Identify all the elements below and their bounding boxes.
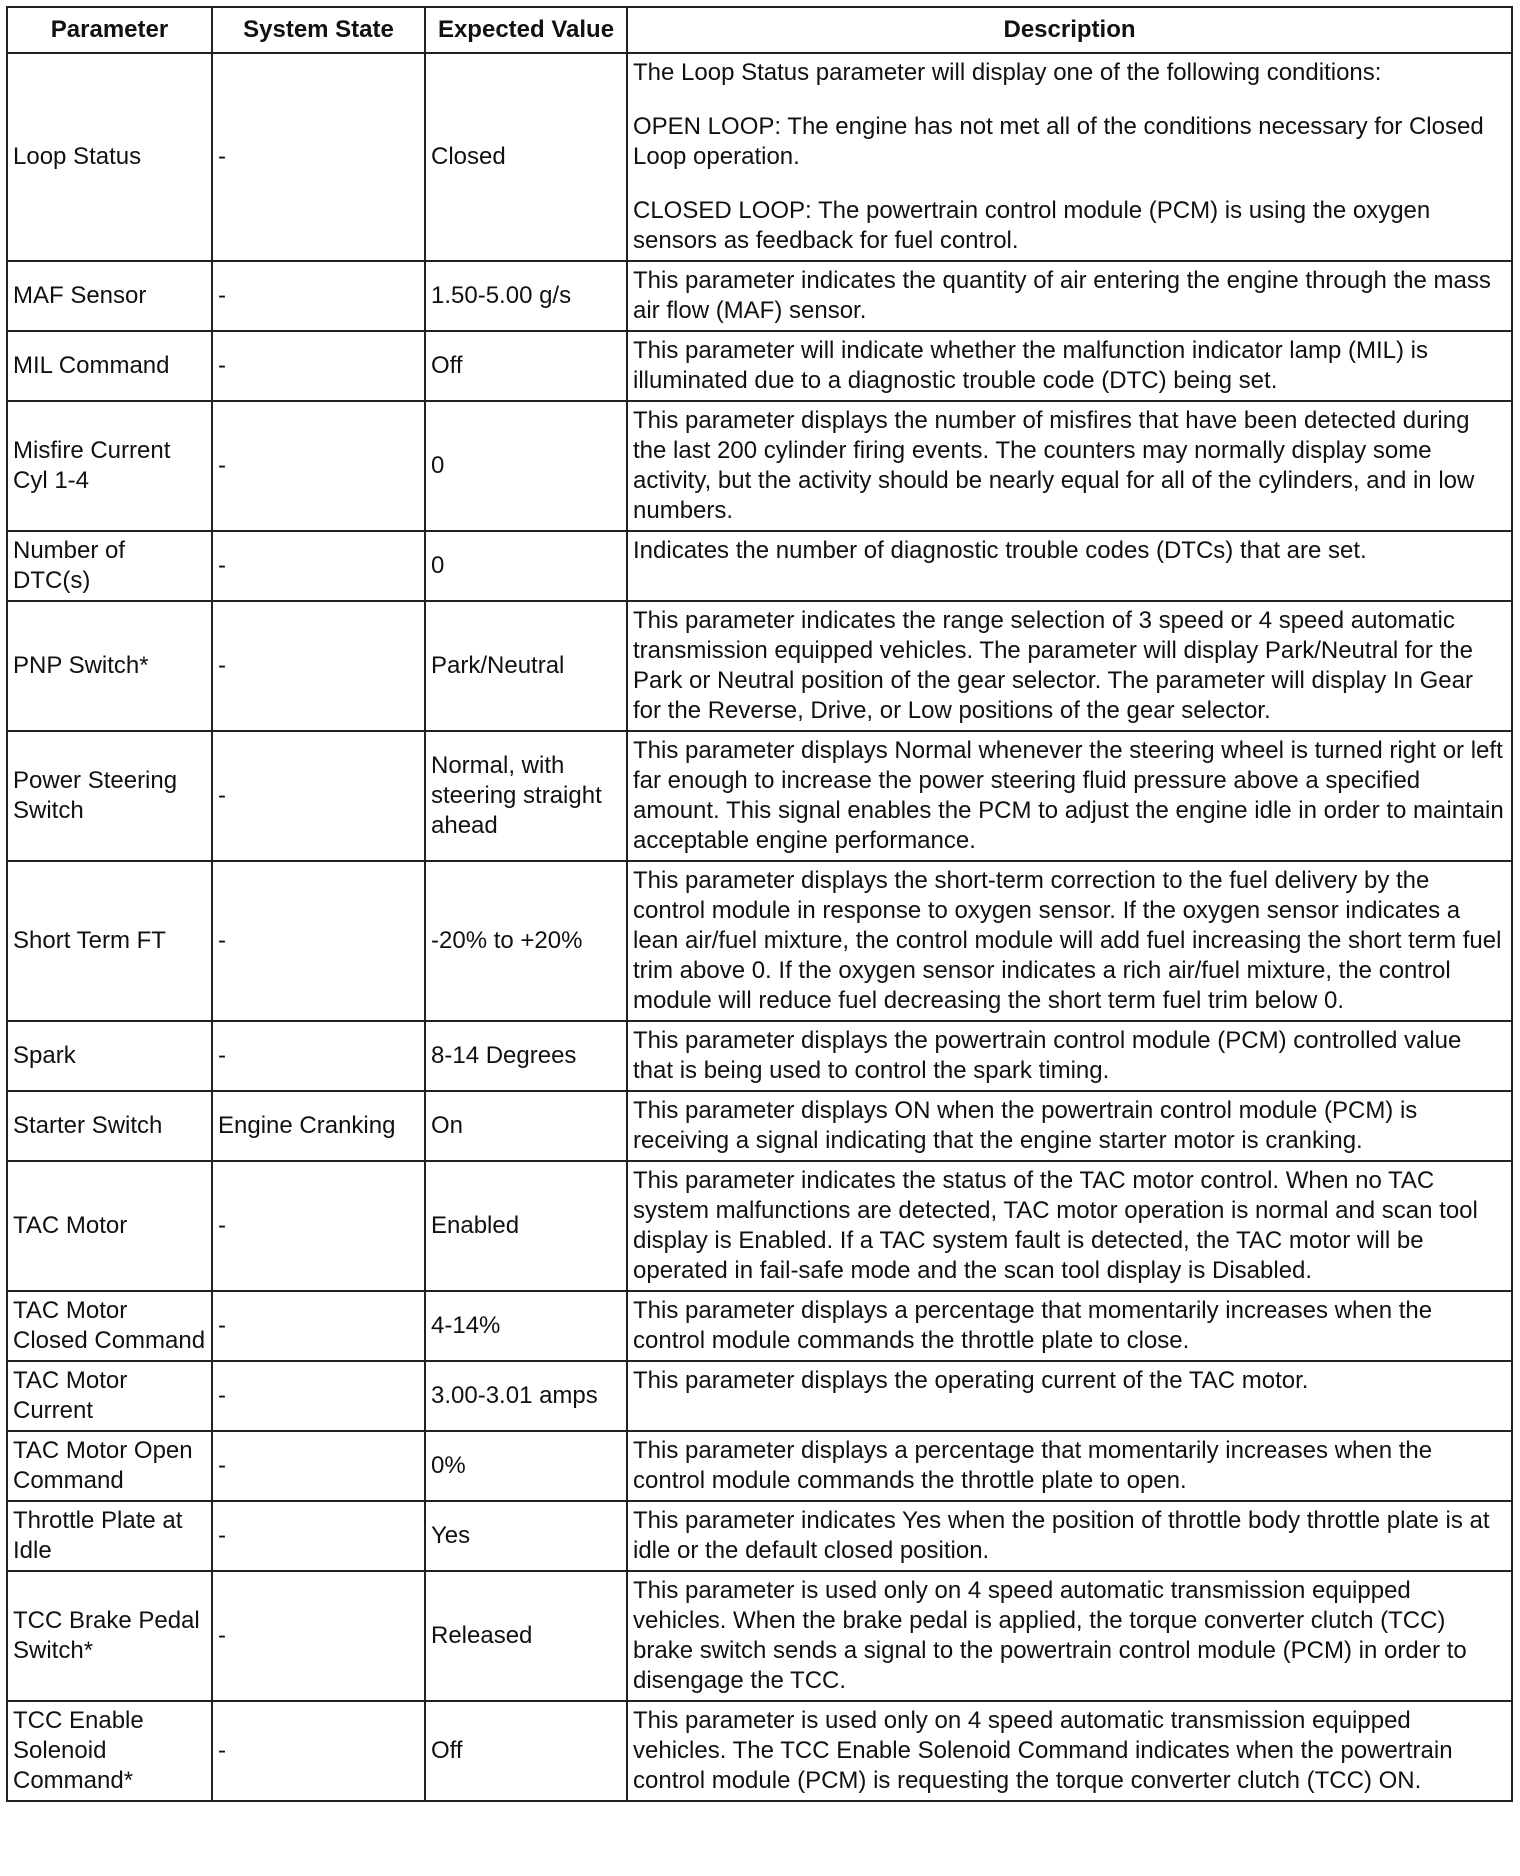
cell-system-state: -	[212, 1701, 425, 1801]
cell-expected-value: 8-14 Degrees	[425, 1021, 627, 1091]
description-paragraph: This parameter displays the operating current of the TAC motor.	[633, 1367, 1309, 1394]
cell-parameter: Throttle Plate at Idle	[7, 1501, 212, 1571]
cell-description	[627, 1431, 1512, 1501]
description-paragraph: This parameter indicates the status of the TAC motor control. When no TAC system malfunctions are detected, TAC motor operation is normal and scan tool display is Enabled. If a TAC system fault is detected, the TAC motor will be operated in fail-safe mode and the scan tool display is Disabled.	[633, 1167, 1478, 1284]
cell-system-state: -	[212, 401, 425, 531]
description-paragraph: This parameter indicates Yes when the position of throttle body throttle plate is at idle or the default closed position.	[633, 1507, 1490, 1564]
cell-expected-value: 4-14%	[425, 1291, 627, 1361]
table-row	[7, 531, 1512, 601]
cell-system-state: Engine Cranking	[212, 1091, 425, 1161]
header-parameter: Parameter	[7, 7, 212, 53]
cell-system-state: -	[212, 331, 425, 401]
description-paragraph: The Loop Status parameter will display one of the following conditions:	[633, 59, 1382, 86]
description-paragraph: OPEN LOOP: The engine has not met all of the conditions necessary for Closed Loop operation.	[633, 113, 1484, 170]
cell-description	[627, 731, 1512, 861]
cell-parameter: TAC Motor	[7, 1161, 212, 1291]
cell-system-state: -	[212, 1431, 425, 1501]
description-paragraph: This parameter displays a percentage that momentarily increases when the control module commands the throttle plate to open.	[633, 1437, 1433, 1494]
table-row	[7, 53, 1512, 261]
cell-parameter: PNP Switch*	[7, 601, 212, 731]
table-row	[7, 331, 1512, 401]
cell-description	[627, 1091, 1512, 1161]
table-row	[7, 1091, 1512, 1161]
cell-description	[627, 1501, 1512, 1571]
cell-parameter: TAC Motor Current	[7, 1361, 212, 1431]
cell-expected-value: Released	[425, 1571, 627, 1701]
cell-description	[627, 1571, 1512, 1701]
table-row	[7, 261, 1512, 331]
description-paragraph: This parameter displays the short-term correction to the fuel delivery by the control module in response to oxygen sensor. If the oxygen sensor indicates a lean air/fuel mixture, the control module will add fuel increasing the short term fuel trim above 0. If the oxygen sensor indicates a rich air/fuel mixture, the control module will reduce fuel decreasing the short term fuel trim below 0.	[633, 867, 1502, 1014]
cell-system-state: -	[212, 731, 425, 861]
description-paragraph: This parameter is used only on 4 speed automatic transmission equipped vehicles. When the brake pedal is applied, the torque converter clutch (TCC) brake switch sends a signal to the powertrain control module (PCM) in order to disengage the TCC.	[633, 1577, 1467, 1694]
table-row	[7, 731, 1512, 861]
cell-expected-value: -20% to +20%	[425, 861, 627, 1021]
cell-expected-value: Enabled	[425, 1161, 627, 1291]
cell-parameter: Starter Switch	[7, 1091, 212, 1161]
cell-parameter: Loop Status	[7, 53, 212, 261]
cell-parameter: Power Steering Switch	[7, 731, 212, 861]
description-paragraph: This parameter indicates the quantity of air entering the engine through the mass air flow (MAF) sensor.	[633, 267, 1491, 324]
cell-description	[627, 401, 1512, 531]
cell-description	[627, 1161, 1512, 1291]
cell-description	[627, 261, 1512, 331]
table-row	[7, 1571, 1512, 1701]
cell-parameter: Misfire Current Cyl 1-4	[7, 401, 212, 531]
cell-system-state: -	[212, 53, 425, 261]
description-paragraph: CLOSED LOOP: The powertrain control module (PCM) is using the oxygen sensors as feedback for fuel control.	[633, 197, 1431, 254]
cell-description	[627, 53, 1512, 261]
cell-description	[627, 861, 1512, 1021]
cell-system-state: -	[212, 1501, 425, 1571]
table-body	[7, 53, 1512, 1801]
table-row	[7, 1161, 1512, 1291]
cell-expected-value: Off	[425, 331, 627, 401]
description-paragraph: This parameter is used only on 4 speed automatic transmission equipped vehicles. The TCC Enable Solenoid Command indicates when the powertrain control module (PCM) is requesting the torque converter clutch (TCC) ON.	[633, 1707, 1453, 1794]
description-paragraph: Indicates the number of diagnostic trouble codes (DTCs) that are set.	[633, 537, 1367, 564]
cell-parameter: Short Term FT	[7, 861, 212, 1021]
cell-system-state: -	[212, 1021, 425, 1091]
cell-description	[627, 1291, 1512, 1361]
cell-expected-value: On	[425, 1091, 627, 1161]
table-row	[7, 1701, 1512, 1801]
cell-expected-value: 0%	[425, 1431, 627, 1501]
table-row	[7, 1361, 1512, 1431]
cell-system-state: -	[212, 531, 425, 601]
description-paragraph: This parameter displays Normal whenever the steering wheel is turned right or left far enough to increase the power steering fluid pressure above a specified amount. This signal enables the PCM to adjust the engine idle in order to maintain acceptable engine performance.	[633, 737, 1504, 854]
cell-description	[627, 1021, 1512, 1091]
cell-description	[627, 331, 1512, 401]
header-description: Description	[627, 7, 1512, 53]
cell-system-state: -	[212, 861, 425, 1021]
table-row	[7, 401, 1512, 531]
description-paragraph: This parameter displays the powertrain control module (PCM) controlled value that is being used to control the spark timing.	[633, 1027, 1462, 1084]
cell-expected-value: 1.50-5.00 g/s	[425, 261, 627, 331]
table-row	[7, 1431, 1512, 1501]
parameter-table-container	[6, 6, 1511, 1802]
cell-expected-value: Off	[425, 1701, 627, 1801]
cell-parameter: Number of DTC(s)	[7, 531, 212, 601]
cell-parameter: TAC Motor Closed Command	[7, 1291, 212, 1361]
cell-parameter: MAF Sensor	[7, 261, 212, 331]
header-system-state: System State	[212, 7, 425, 53]
cell-description	[627, 531, 1512, 601]
table-header	[7, 7, 1512, 53]
table-row	[7, 861, 1512, 1021]
cell-expected-value: Park/Neutral	[425, 601, 627, 731]
cell-system-state: -	[212, 1571, 425, 1701]
description-paragraph: This parameter displays ON when the powertrain control module (PCM) is receiving a signal indicating that the engine starter motor is cranking.	[633, 1097, 1418, 1154]
table-row	[7, 1291, 1512, 1361]
cell-system-state: -	[212, 1161, 425, 1291]
cell-description	[627, 1701, 1512, 1801]
table-row	[7, 1021, 1512, 1091]
cell-expected-value: Closed	[425, 53, 627, 261]
cell-parameter: TCC Enable Solenoid Command*	[7, 1701, 212, 1801]
table-row	[7, 601, 1512, 731]
description-paragraph: This parameter displays the number of misfires that have been detected during the last 200 cylinder firing events. The counters may normally display some activity, but the activity should be nearly equal for all of the cylinders, and in low numbers.	[633, 407, 1475, 524]
cell-parameter: Spark	[7, 1021, 212, 1091]
cell-parameter: MIL Command	[7, 331, 212, 401]
description-paragraph: This parameter will indicate whether the malfunction indicator lamp (MIL) is illuminated due to a diagnostic trouble code (DTC) being set.	[633, 337, 1428, 394]
cell-expected-value: 0	[425, 401, 627, 531]
table-row	[7, 1501, 1512, 1571]
cell-expected-value: 3.00-3.01 amps	[425, 1361, 627, 1431]
cell-system-state: -	[212, 601, 425, 731]
cell-system-state: -	[212, 1291, 425, 1361]
cell-description	[627, 1361, 1512, 1431]
description-paragraph: This parameter displays a percentage that momentarily increases when the control module commands the throttle plate to close.	[633, 1297, 1433, 1354]
cell-parameter: TAC Motor Open Command	[7, 1431, 212, 1501]
cell-expected-value: Normal, with steering straight ahead	[425, 731, 627, 861]
header-row	[7, 7, 1512, 53]
parameter-table	[6, 6, 1513, 1802]
cell-expected-value: 0	[425, 531, 627, 601]
header-expected-value: Expected Value	[425, 7, 627, 53]
description-paragraph: This parameter indicates the range selection of 3 speed or 4 speed automatic transmission equipped vehicles. The parameter will display Park/Neutral for the Park or Neutral position of the gear selector. The parameter will display In Gear for the Reverse, Drive, or Low positions of the gear selector.	[633, 607, 1473, 724]
cell-system-state: -	[212, 261, 425, 331]
cell-expected-value: Yes	[425, 1501, 627, 1571]
cell-description	[627, 601, 1512, 731]
cell-system-state: -	[212, 1361, 425, 1431]
cell-parameter: TCC Brake Pedal Switch*	[7, 1571, 212, 1701]
